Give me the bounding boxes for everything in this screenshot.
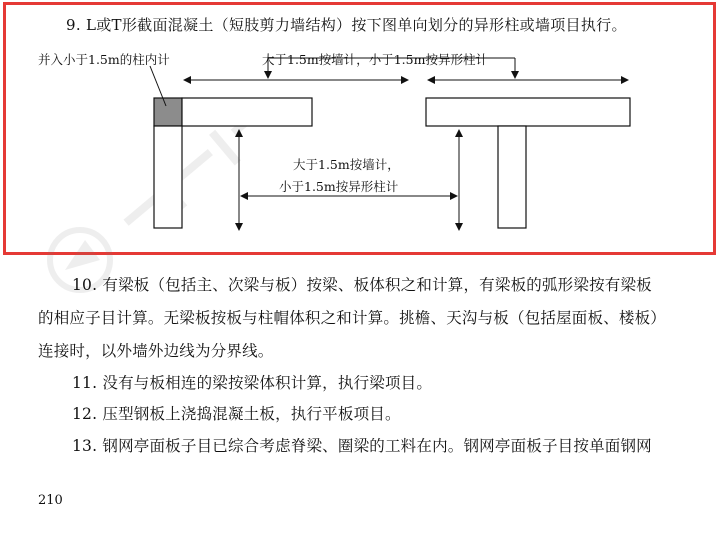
- paragraph-12: 12. 压型钢板上浇捣混凝土板，执行平板项目。: [72, 405, 401, 423]
- corner-shaded-block: [154, 98, 182, 126]
- paragraph-10-line2: 的相应子目计算。无梁板按板与柱帽体积之和计算。挑檐、天沟与板（包括屋面板、楼板）: [38, 309, 667, 327]
- paragraph-11: 11. 没有与板相连的梁按梁体积计算，执行梁项目。: [72, 374, 433, 392]
- l-shape-horizontal-limb: [182, 98, 312, 126]
- label-middle-line1: 大于1.5m按墙计，: [293, 157, 400, 172]
- paragraph-13: 13. 钢网亭面板子目已综合考虑脊梁、圈梁的工料在内。钢网亭面板子目按单面钢网: [72, 437, 652, 455]
- section-heading: 9. L或T形截面混凝土（短肢剪力墙结构）按下图单向划分的异形柱或墙项目执行。: [66, 16, 627, 34]
- label-top: 大于1.5m按墙计，小于1.5m按异形柱计: [262, 52, 488, 67]
- t-shape-flange: [426, 98, 630, 126]
- label-middle-line2: 小于1.5m按异形柱计: [279, 179, 399, 194]
- paragraph-10-line3: 连接时，以外墙外边线为分界线。: [38, 342, 274, 360]
- l-shape-vertical-limb: [154, 126, 182, 228]
- page-number: 210: [38, 493, 63, 508]
- paragraph-10-line1: 10. 有梁板（包括主、次梁与板）按梁、板体积之和计算，有梁板的弧形梁按有梁板: [72, 276, 652, 294]
- t-shape-web: [498, 126, 526, 228]
- label-corner: 并入小于1.5m的柱内计: [38, 52, 170, 67]
